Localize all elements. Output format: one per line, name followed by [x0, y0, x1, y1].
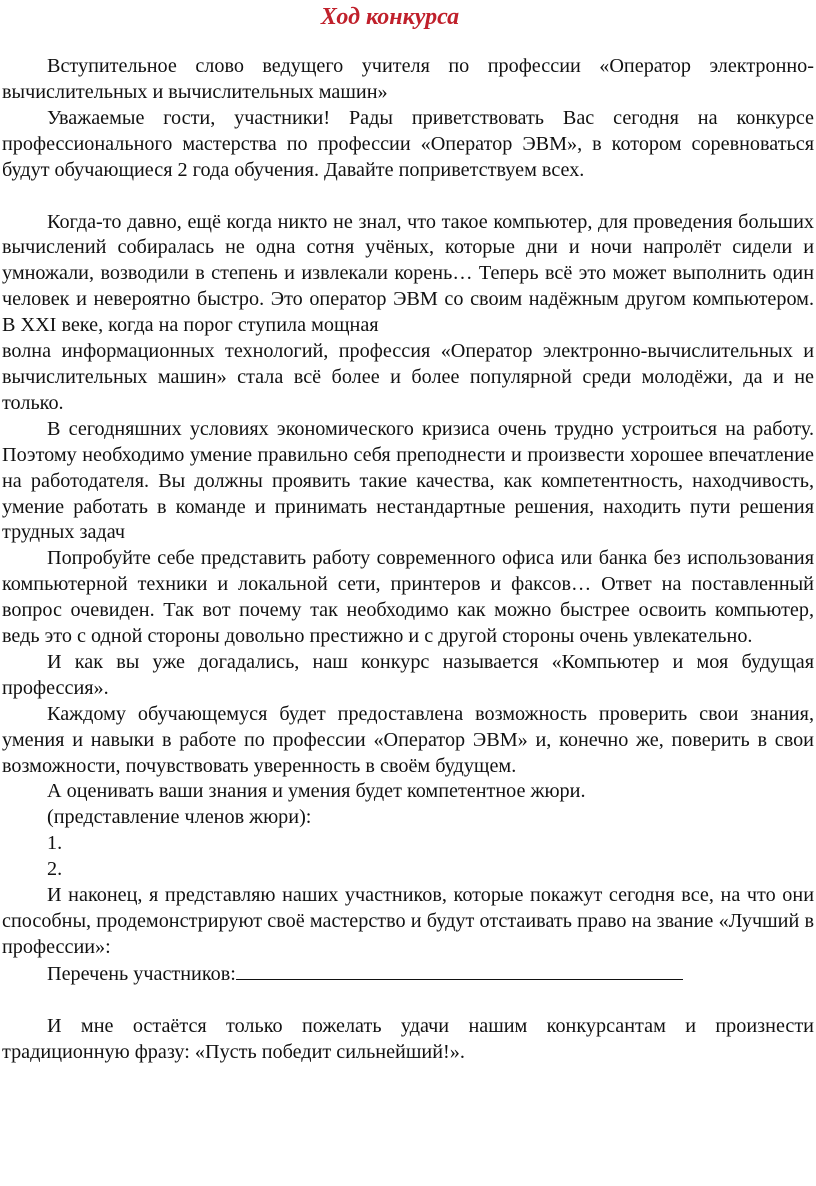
participants-list-line [2, 961, 814, 988]
history-paragraph: Когда-то давно, ещё когда никто не знал, что такое компьютер, для проведения больших вычислений собиралась не одна сотня учёных, которые дни и ночи напролёт сидели и умножали, возводили в степень и извлекали корень… Теперь всё это может выполнить один человек и невероятно быстро. Это оператор ЭВМ со своим надёжным другом компьютером. В XXI веке, когда на порог ступила мощная [2, 210, 814, 337]
jury-paragraph: А оценивать ваши знания и умения будет компетентное жюри. [47, 780, 586, 803]
participants-blank-line [236, 961, 683, 980]
intro-heading-paragraph: Вступительное слово ведущего учителя по профессии «Оператор электронно-вычислительных и вычислительных машин» [2, 55, 814, 103]
contest-name-paragraph: И как вы уже догадались, наш конкурс называется «Компьютер и моя будущая профессия». [2, 650, 814, 699]
participants-label: Перечень участников: [47, 962, 236, 985]
spacer [2, 184, 814, 210]
office-paragraph: Попробуйте себе представить работу современного офиса или банка без использования компьютерной техники и локальной сети, принтеров и факсов… Ответ на поставленный вопрос очевиден. Так вот почему так необходимо как можно быстрее освоить компьютер, ведь это с одной стороны довольно престижно и с другой стороны очень увлекательно. [2, 547, 814, 648]
crisis-paragraph: В сегодняшних условиях экономического кризиса очень трудно устроиться на работу. Поэтому необходимо умение правильно себя преподнести и произвести хорошее впечатление на работодателя. Вы должны проявить такие качества, как компетентность, находчивость, умение работать в команде и принимать нестандартные решения, находить пути решения трудных задач [2, 417, 814, 544]
spacer [2, 988, 814, 1014]
participants-intro-paragraph: И наконец, я представляю наших участников, которые покажут сегодня все, на что они способны, продемонстрируют своё мастерство и будут отстаивать право на звание «Лучший в профессии»: [2, 884, 814, 958]
jury-item-1: 1. [47, 832, 63, 855]
closing-paragraph: И мне остаётся только пожелать удачи нашим конкурсантам и произнести традиционную фразу: «Пусть победит сильнейший!». [2, 1014, 814, 1063]
jury-intro-line: (представление членов жюри): [47, 806, 312, 829]
page-title: Ход конкурса [320, 4, 460, 30]
technology-paragraph: волна информационных технологий, профессия «Оператор электронно-вычислительных и вычислительных машин» стала всё более и более популярной среди молодёжи, да и не только. [2, 340, 814, 414]
opportunity-paragraph: Каждому обучающемуся будет предоставлена возможность проверить свои знания, умения и навыки в работе по профессии «Оператор ЭВМ» и, конечно же, поверить в свои возможности, почувствовать уверенность в своём будущем. [2, 702, 814, 777]
jury-item-2: 2. [47, 858, 63, 881]
greeting-paragraph: Уважаемые гости, участники! Рады приветствовать Вас сегодня на конкурсе профессионального мастерства по профессии «Оператор ЭВМ», в котором соревноваться будут обучающиеся 2 года обучения. Давайте поприветствуем всех. [2, 106, 814, 181]
